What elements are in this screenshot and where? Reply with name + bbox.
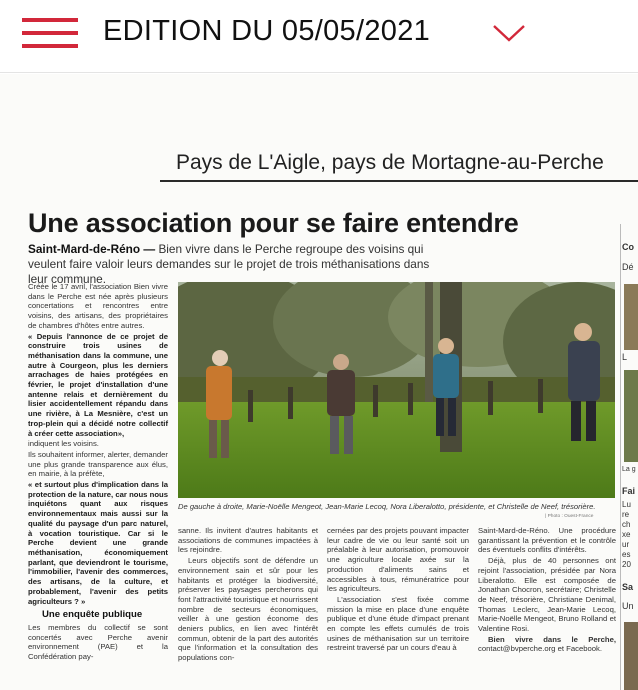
fragment-text: ur — [622, 540, 630, 549]
paragraph: Déjà, plus de 40 personnes ont rejoint l'association, présidée par Nora Liberalotto. Elle est composée de Jonathan Chocron, secrétaire; Christelle de Neef, trésorière, Christiane Denimal, Thomas Leclerc, Jean-Marie Lecoq, Marie-Noëlle Mengeot, Bruno Rolland et Valentine Rosi. — [478, 556, 616, 634]
photo-caption: De gauche à droite, Marie-Noëlle Mengeot, Jean-Marie Lecoq, Nora Liberalotto, présidente, et Christelle de Neef, trésorière. — [178, 502, 596, 511]
paragraph: sanne. Ils invitent d'autres habitants et associations de communes impactées à les rejoindre. — [178, 526, 318, 555]
paragraph: Les membres du collectif se sont concertés avec Perche avenir environnement (PAE) et la Confédération pay- — [28, 622, 168, 662]
paragraph: Saint-Mard-de-Réno. Une procédure garantissant la prévention et le contrôle des éventuels conflits d'intérêts. — [478, 526, 616, 555]
edition-title[interactable]: EDITION DU 05/05/2021 — [103, 15, 431, 47]
column-4 — [478, 526, 616, 655]
paragraph: cernées par des projets pouvant impacter leur cadre de vie ou leur santé soit un préalable à leur autorisation, promouvoir une agriculture locale axée sur la production d'aliments sains et accessibles à tous, rémunératrice pour les agriculteurs. — [327, 526, 469, 594]
fragment-text: Lu — [622, 500, 631, 509]
paragraph: L'association s'est fixée comme mission la mise en place d'une enquête publique et d'une étude d'impact prenant en compte les effets cumulés de trois usines de méthanisation sur un territoire restreint traversé par un cours d'eau à — [327, 594, 469, 653]
fragment-text: La g — [622, 466, 636, 473]
photo-credit: | Photo : Ouest-France — [545, 514, 594, 519]
paragraph: indiquent les voisins. — [28, 439, 99, 449]
chevron-down-icon[interactable] — [492, 24, 526, 42]
fragment-text: ch — [622, 520, 631, 529]
association-name: Bien vivre dans le Perche, — [488, 634, 616, 644]
adjacent-photo — [624, 622, 638, 690]
contact-text: contact@bvperche.org et Facebook. — [478, 644, 603, 654]
fragment-text: xe — [622, 530, 631, 539]
fragment-text: es — [622, 550, 631, 559]
divider — [620, 224, 621, 690]
region-header: Pays de L'Aigle, pays de Mortagne-au-Perche — [176, 151, 604, 174]
chapo-text: Bien vivre dans le Perche regroupe des voisins qui veulent faire valoir leurs demandes sur le projet de trois méthanisations dans leur commune. — [28, 242, 430, 286]
dateline: Saint-Mard-de-Réno — — [28, 242, 156, 256]
fragment-text: L — [622, 352, 628, 362]
paragraph: Leurs objectifs sont de défendre un environnement sain et sûr pour les habitants et protéger la biodiversité, préserver les paysages percherons qui font l'attractivité touristique et nourrissent nombre de secteurs économiques, veiller à une gestion économe des deniers publics, en lien avec l'intérêt commun, obtenir de la part des autorités que l'information et la consultation des populations con- — [178, 556, 318, 663]
adjacent-article-fragment — [618, 74, 638, 690]
paragraph: « Depuis l'annonce de ce projet de construire trois usines de méthanisation dans la commune, une autre à Courgeon, plus les derniers arrachages de haies protégées en février, le projet d'installation d'une antenne relais et dernièrement du lisier accidentellement répandu dans une rivière, à La Mesnière, c'est un trop-plein qui a décidé notre collectif à créer cette association», — [28, 331, 168, 438]
column-2 — [178, 526, 318, 664]
paragraph: Créée le 17 avril, l'association Bien vivre dans le Perche est née après plusieurs concertations et rencontres entre voisins, des artisans, des propriétaires de chambres d'hôtes entre autres. — [28, 282, 168, 330]
newspaper-page — [0, 74, 638, 690]
adjacent-photo — [624, 284, 638, 350]
hamburger-menu-icon[interactable] — [22, 18, 78, 48]
fragment-text: 20 — [622, 560, 631, 569]
fragment-text: Sa — [622, 582, 634, 592]
article-photo — [178, 282, 615, 498]
fragment-text: Un — [622, 601, 634, 611]
app-header — [0, 0, 638, 73]
paragraph: Ils souhaitent informer, alerter, demander une plus grande transparence aux élus, en mairie, à la préfète, — [28, 449, 168, 479]
article-chapo — [28, 242, 448, 287]
paragraph: « et surtout plus d'implication dans la protection de la nature, car nous nous inquiétons quant aux risques environnementaux mais aussi sur la qualité du paysage d'un parc naturel, à vocation touristique. Car si le Perche devient une grande méthanisation, économiquement parlant, que deviendront le tourisme, l'immobilier, l'avenir des commerces, des artisans, de la culture, et probablement, l'avenir des petits agriculteurs ? » — [28, 480, 168, 606]
fragment-text: Co — [622, 242, 634, 252]
article-headline: Une association pour se faire entendre — [28, 208, 519, 238]
paragraph — [478, 635, 616, 654]
column-1 — [28, 282, 168, 663]
fragment-text: re — [622, 510, 630, 519]
fragment-text: Dé — [622, 262, 634, 272]
divider — [160, 180, 638, 182]
adjacent-photo — [624, 370, 638, 462]
subheading: Une enquête publique — [42, 609, 143, 621]
fragment-text: Fai — [622, 486, 636, 496]
column-3 — [327, 526, 469, 654]
